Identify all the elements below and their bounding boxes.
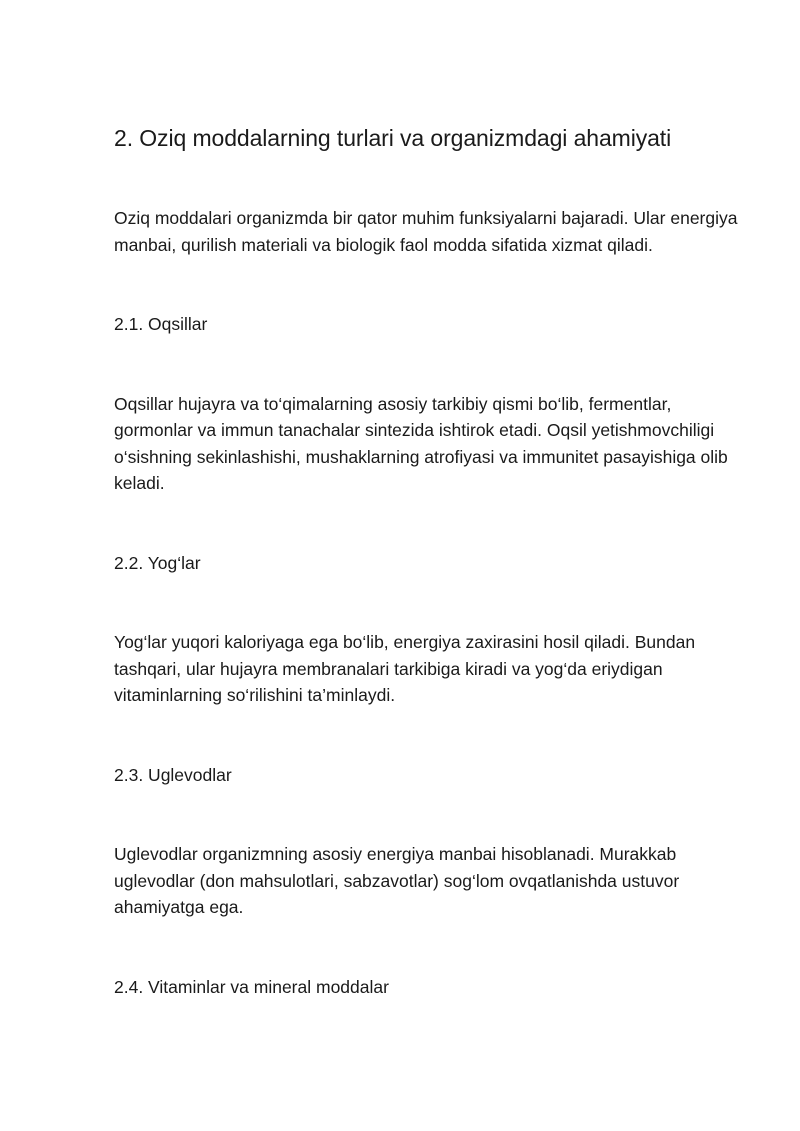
subsection-text-fats: Yog‘lar yuqori kaloriyaga ega bo‘lib, energiya zaxirasini hosil qiladi. Bundan tashqari, ular hujayra membranalari tarkibiga kiradi va yog‘da eriydigan vitaminlarning so‘rilishini ta’minlaydi.: [114, 632, 696, 705]
section-heading: 2. Oziq moddalarning turlari va organizmdagi ahamiyati: [114, 125, 672, 151]
intro-paragraph: Oziq moddalari organizmda bir qator muhim funksiyalarni bajaradi. Ular energiya manbai, qurilish materiali va biologik faol modda sifatida xizmat qiladi.: [114, 208, 738, 255]
subsection-text-proteins: Oqsillar hujayra va to‘qimalarning asosiy tarkibiy qismi bo‘lib, fermentlar, gormonlar va immun tanachalar sintezida ishtirok etadi. Oqsil yetishmovchiligi o‘sishning sekinlashishi, mushaklarning atrofiyasi va immunitet pasayishiga olib keladi.: [114, 393, 728, 493]
subsection-text-carbohydrates: Uglevodlar organizmning asosiy energiya manbai hisoblanadi. Murakkab uglevodlar (don mahsulotlari, sabzavotlar) sog‘lom ovqatlanishda ustuvor ahamiyatga ega.: [114, 844, 680, 917]
subsection-title-vitamins-minerals: 2.4. Vitaminlar va mineral moddalar: [114, 976, 389, 997]
subsection-title-carbohydrates: 2.3. Uglevodlar: [114, 764, 232, 785]
document-content: [114, 122, 754, 1000]
subsection-title-proteins: 2.1. Oqsillar: [114, 314, 208, 334]
subsection-title-fats: 2.2. Yog‘lar: [114, 552, 201, 573]
